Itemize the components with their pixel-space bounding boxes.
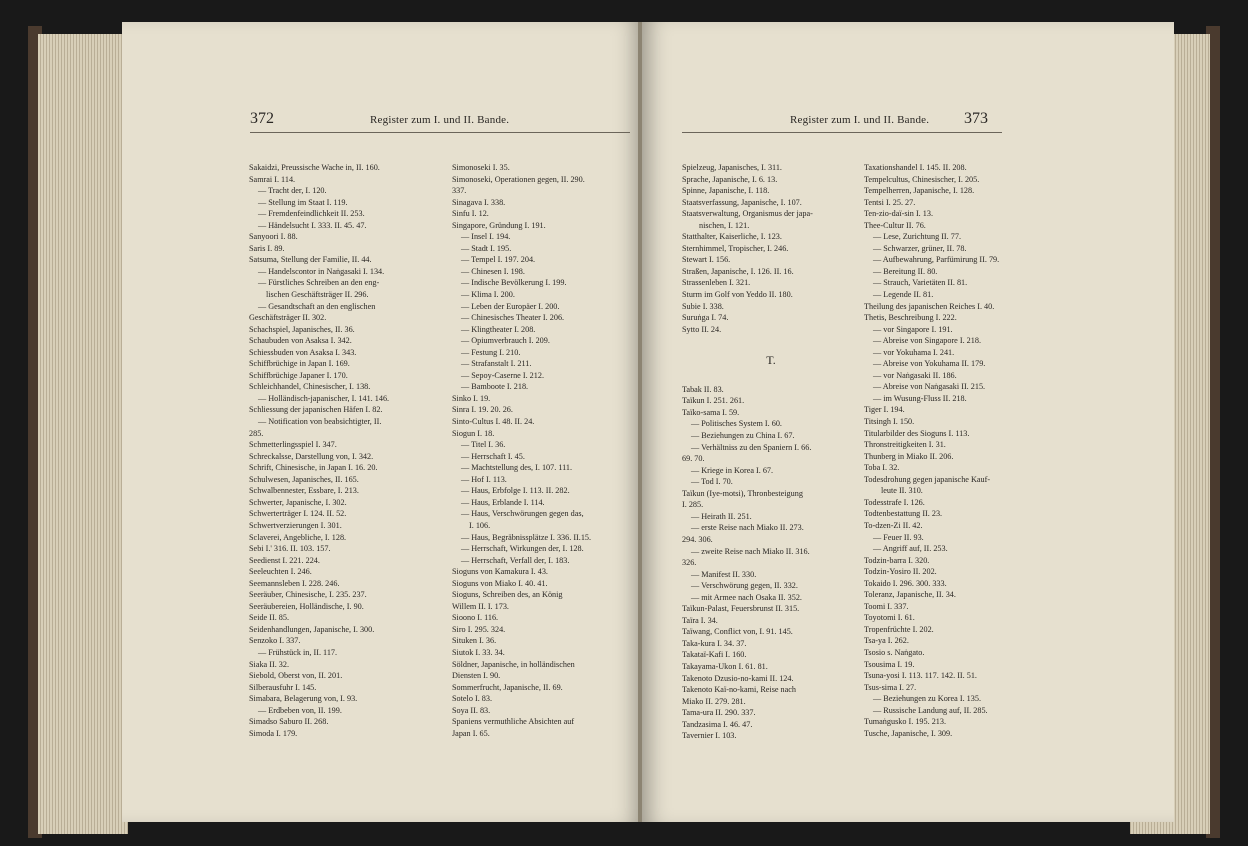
index-entry: Sanyoori I. 88.	[249, 232, 298, 242]
index-entry: Siebold, Oberst von, II. 201.	[249, 671, 343, 681]
index-entry: Tentsi I. 25. 27.	[864, 197, 916, 207]
index-entry: Sommerfrucht, Japanische, II. 69.	[452, 682, 563, 692]
index-entry: Tropenfrüchte I. 202.	[864, 624, 934, 634]
index-entry: Seeräubereien, Holländische, I. 90.	[249, 601, 364, 611]
index-entry: Tempelcultus, Chinesischer, I. 205.	[864, 174, 980, 184]
index-entry: Taïkun-Palast, Feuersbrunst II. 315.	[682, 604, 800, 614]
index-entry: Taïra I. 34.	[682, 615, 718, 625]
section-letter: T.	[766, 352, 776, 367]
index-entry: Saris I. 89.	[249, 243, 285, 253]
index-entry: Seeleuchten I. 246.	[249, 567, 312, 577]
index-entry: Schrift, Chinesische, in Japan I. 16. 20.	[249, 463, 378, 473]
index-entry: Takenoto Kaï-no-kami, Reise nach	[682, 685, 797, 695]
index-entry: Tsa-ya I. 262.	[864, 636, 909, 646]
index-entry: Tempelherren, Japanische, I. 128.	[864, 186, 975, 196]
index-entry: Takenoto Dzusio-no-kami II. 124.	[682, 673, 794, 683]
index-entry: — Festung I. 210.	[461, 347, 521, 357]
index-entry: Sinra I. 19. 20. 26.	[452, 405, 513, 415]
index-entry: Tusche, Japanische, I. 309.	[864, 728, 953, 738]
index-entry: Schiffbrüchige in Japan I. 169.	[249, 359, 350, 369]
index-entry: Toba I. 32.	[864, 463, 900, 473]
index-entry: — Legende II. 81.	[873, 290, 934, 300]
index-entry: Tama-ura II. 290. 337.	[682, 708, 756, 718]
index-entry: Taïkun (Iye-motsi), Thronbesteigung	[682, 488, 803, 498]
index-entry: 69. 70.	[682, 454, 705, 464]
index-entry: 285.	[249, 428, 264, 438]
index-entry: Toleranz, Japanische, II. 34.	[864, 590, 956, 600]
index-entry: — Verschwörung gegen, II. 332.	[691, 581, 798, 591]
index-entry: Schachspiel, Japanisches, II. 36.	[249, 324, 355, 334]
index-entry: Sclaverei, Angebliche, I. 128.	[249, 532, 347, 542]
index-entry: Toomi I. 337.	[864, 601, 909, 611]
index-entry: Schleichhandel, Chinesischer, I. 138.	[249, 382, 371, 392]
page-edges-left	[38, 34, 128, 834]
index-entry: Straßen, Japanische, I. 126. II. 16.	[682, 266, 794, 276]
index-entry: nischen, I. 121.	[699, 220, 750, 230]
index-entry: Simonoseki I. 35.	[452, 163, 510, 172]
index-entry: Taxationshandel I. 145. II. 208.	[864, 163, 967, 172]
index-entry: — Haus, Verschwörungen gegen das,	[461, 509, 584, 519]
index-entry: Spaniens vermuthliche Absichten auf	[452, 717, 575, 727]
index-entry: Sakaidzi, Preussische Wache in, II. 160.	[249, 163, 380, 172]
index-entry: — Gesandtschaft an den englischen	[258, 301, 376, 311]
index-entry: Siaka II. 32.	[249, 659, 290, 669]
index-entry: Sinto-Cultus I. 48. II. 24.	[452, 417, 535, 427]
index-entry: Schiessbuden von Asaksa I. 343.	[249, 347, 357, 357]
index-entry: Taïwang, Conflict von, I. 91. 145.	[682, 627, 793, 637]
index-entry	[682, 372, 860, 384]
index-entry: Sinko I. 19.	[452, 393, 491, 403]
index-entry: — Schwarzer, grüner, II. 78.	[873, 243, 967, 253]
index-entry: Sioguns von Miako I. 40. 41.	[452, 578, 548, 588]
index-entry: — Tod I. 70.	[691, 477, 733, 487]
index-entry: Titularbilder des Sioguns I. 113.	[864, 428, 970, 438]
index-entry: Sytto II. 24.	[682, 324, 722, 334]
index-entry: Schwerterträger I. 124. II. 52.	[249, 509, 347, 519]
index-entry: Takayama-Ukon I. 61. 81.	[682, 661, 768, 671]
index-entry: — Hof I. 113.	[461, 474, 507, 484]
index-entry: Schmetterlingsspiel I. 347.	[249, 440, 337, 450]
index-entry: Simonoseki, Operationen gegen, II. 290.	[452, 174, 585, 184]
index-entry: Schwerter, Japanische, I. 302.	[249, 497, 347, 507]
index-entry: Todtenbestattung II. 23.	[864, 509, 943, 519]
index-entry: — Aufbewahrung, Parfümirung II. 79.	[873, 255, 1000, 265]
index-entry: Spielzeug, Japanisches, I. 311.	[682, 163, 782, 172]
index-entry: 337.	[452, 186, 467, 196]
index-entry: Takataï-Kafi I. 160.	[682, 650, 747, 660]
index-entry: — Chinesisches Theater I. 206.	[461, 313, 565, 323]
index-entry: lischen Geschäftsträger II. 296.	[266, 290, 369, 300]
index-entry: — Holländisch-japanischer, I. 141. 146.	[258, 393, 390, 403]
index-entry: Soya II. 83.	[452, 705, 491, 715]
index-entry: Siro I. 295. 324.	[452, 624, 506, 634]
index-entry: I. 106.	[469, 520, 491, 530]
index-entry: — Lese, Zurichtung II. 77.	[873, 232, 961, 242]
index-entry: — Abreise von Yokuhama II. 179.	[873, 359, 986, 369]
index-entry: — Strauch, Varietäten II. 81.	[873, 278, 968, 288]
index-entry: — im Wusung-Fluss II. 218.	[873, 393, 967, 403]
index-entry: Taka-kura I. 34. 37.	[682, 638, 747, 648]
index-entry: Tavernier I. 103.	[682, 731, 737, 741]
index-entry: Singapore, Gründung I. 191.	[452, 220, 546, 230]
index-entry: Simoda I. 179.	[249, 728, 298, 738]
index-entry: — Haus, Erblande I. 114.	[461, 497, 545, 507]
index-entry: — Beziehungen zu Korea I. 135.	[873, 694, 981, 704]
index-entry: Schliessung der japanischen Häfen I. 82.	[249, 405, 383, 415]
index-entry: — Feuer II. 93.	[873, 532, 924, 542]
index-entry: — Heirath II. 251.	[691, 511, 752, 521]
index-entry: Silberausfuhr I. 145.	[249, 682, 317, 692]
index-column-right-1	[682, 162, 860, 742]
header-rule-right	[682, 132, 1002, 133]
index-entry: — Fürstliches Schreiben an den eng-	[258, 278, 380, 288]
index-entry: Tumaṅgusko I. 195. 213.	[864, 717, 947, 727]
index-entry: Thee-Cultur II. 76.	[864, 220, 926, 230]
index-entry: — Machtstellung des, I. 107. 111.	[461, 463, 573, 473]
index-entry: — Sepoy-Caserne I. 212.	[461, 370, 544, 380]
index-entry: Thetis, Beschreibung I. 222.	[864, 313, 957, 323]
index-entry: Spinne, Japanische, I. 118.	[682, 186, 770, 196]
index-entry: Thronstreitigkeiten I. 31.	[864, 440, 946, 450]
page-number-right: 373	[964, 110, 988, 127]
index-entry: Taïko-sama I. 59.	[682, 407, 740, 417]
index-entry: Seide II. 85.	[249, 613, 290, 623]
index-entry: Schiffbrüchige Japaner I. 170.	[249, 370, 348, 380]
index-entry: Toyotomi I. 61.	[864, 613, 915, 623]
index-entry: — Herrschaft I. 45.	[461, 451, 525, 461]
index-entry: — Haus, Begräbnissplätze I. 336. II.15.	[461, 532, 592, 542]
index-entry: Schwalbennester, Essbare, I. 213.	[249, 486, 359, 496]
index-column-left-2	[452, 162, 642, 739]
index-entry: Sinfu I. 12.	[452, 209, 489, 219]
index-entry: — Angriff auf, II. 253.	[873, 544, 948, 554]
index-entry: Seidenhandlungen, Japanische, I. 300.	[249, 624, 375, 634]
index-entry: Tabak II. 83.	[682, 384, 724, 394]
index-entry: — Handelscontor in Naṅgasaki I. 134.	[258, 266, 385, 276]
index-entry: — erste Reise nach Miako II. 273.	[691, 523, 804, 533]
index-entry: Stewart I. 156.	[682, 255, 731, 265]
index-entry: Schreckalsse, Darstellung von, I. 342.	[249, 451, 374, 461]
index-entry: — Notification von beabsichtigter, II.	[258, 417, 382, 427]
index-entry: — Fremdenfeindlichkeit II. 253.	[258, 209, 365, 219]
index-entry: Tsousima I. 19.	[864, 659, 915, 669]
index-entry: Schaubuden von Asaksa I. 342.	[249, 336, 352, 346]
index-entry: Sotelo I. 83.	[452, 694, 493, 704]
index-entry: Tsuna-yosi I. 113. 117. 142. II. 51.	[864, 671, 977, 681]
index-entry: Sioono I. 116.	[452, 613, 499, 623]
index-entry: Taïkun I. 251. 261.	[682, 396, 745, 406]
index-entry: Sinagava I. 338.	[452, 197, 506, 207]
index-entry: — Klima I. 200.	[461, 290, 515, 300]
index-entry: — Manifest II. 330.	[691, 569, 757, 579]
index-entry: — Tracht der, I. 120.	[258, 186, 327, 196]
index-entry: Sturm im Golf von Yeddo II. 180.	[682, 290, 793, 300]
index-entry: Tiger I. 194.	[864, 405, 905, 415]
index-entry: Staatsverwaltung, Organismus der japa-	[682, 209, 813, 219]
index-entry: Samrai I. 114.	[249, 174, 296, 184]
index-entry: — Leben der Europäer I. 200.	[461, 301, 560, 311]
index-entry: Seeräuber, Chinesische, I. 235. 237.	[249, 590, 367, 600]
index-entry: Japan I. 65.	[452, 728, 490, 738]
index-entry: Siogun I. 18.	[452, 428, 495, 438]
index-entry: — vor Singapore I. 191.	[873, 324, 953, 334]
index-entry: — Herrschaft, Verfall der, I. 183.	[461, 555, 570, 565]
index-entry: Geschäftsträger II. 302.	[249, 313, 327, 323]
index-entry: Todesdrohung gegen japanische Kauf-	[864, 474, 991, 484]
index-column-right-2	[864, 162, 1054, 739]
index-entry: Todzin-barra I. 320.	[864, 555, 930, 565]
index-entry: — Tempel I. 197. 204.	[461, 255, 536, 265]
index-entry: Seedienst I. 221. 224.	[249, 555, 320, 565]
page-number-left: 372	[250, 110, 274, 127]
index-entry: Willem II. I. 173.	[452, 601, 509, 611]
index-entry: — Abreise von Singapore I. 218.	[873, 336, 982, 346]
index-entry: Miako II. 279. 281.	[682, 696, 746, 706]
index-entry: — Verhältniss zu den Spaniern I. 66.	[691, 442, 812, 452]
index-entry: Ten-zio-daï-sin I. 13.	[864, 209, 933, 219]
index-entry: Tokaido I. 296. 300. 333.	[864, 578, 947, 588]
index-entry: Tsosio s. Naṅgato.	[864, 647, 925, 657]
index-column-left-1	[249, 162, 437, 739]
index-entry: Thunberg in Miako II. 206.	[864, 451, 954, 461]
index-entry: — vor Naṅgasaki II. 186.	[873, 370, 957, 380]
index-entry: Simadso Saburo II. 268.	[249, 717, 329, 727]
index-entry: — Händelsucht I. 333. II. 45. 47.	[258, 220, 367, 230]
index-entry: — Titel I. 36.	[461, 440, 506, 450]
index-entry: Sioguns, Schreiben des, an König	[452, 590, 563, 600]
index-entry: — Haus, Erbfolge I. 113. II. 282.	[461, 486, 570, 496]
index-entry: Titsingh I. 150.	[864, 417, 915, 427]
index-entry: Todesstrafe I. 126.	[864, 497, 925, 507]
index-entry: Theilung des japanischen Reiches I. 40.	[864, 301, 995, 311]
index-entry: Todzin-Yosiro II. 202.	[864, 567, 937, 577]
left-page	[122, 22, 642, 822]
index-entry: Sebi I.' 316. II. 103. 157.	[249, 544, 331, 554]
index-entry: Tsus-sima I. 27.	[864, 682, 917, 692]
index-entry: — Bereitung II. 80.	[873, 266, 938, 276]
index-entry: — Strafanstalt I. 211.	[461, 359, 532, 369]
index-entry: I. 285.	[682, 500, 704, 510]
index-entry: Satsuma, Stellung der Familie, II. 44.	[249, 255, 372, 265]
index-entry: — Russische Landung auf, II. 285.	[873, 705, 988, 715]
index-entry: Simabara, Belagerung von, I. 93.	[249, 694, 358, 704]
index-entry: — Klingtheater I. 208.	[461, 324, 536, 334]
index-entry: To-dzen-Zi II. 42.	[864, 520, 923, 530]
index-entry	[682, 335, 860, 347]
right-page	[642, 22, 1174, 822]
index-entry: — Politisches System I. 60.	[691, 419, 782, 429]
index-entry: — Abreise von Naṅgasaki II. 215.	[873, 382, 986, 392]
index-entry: Staatsverfassung, Japanische, I. 107.	[682, 197, 802, 207]
index-entry: Suruṅga I. 74.	[682, 313, 729, 323]
index-entry: Seemannsleben I. 228. 246.	[249, 578, 340, 588]
index-entry: 294. 306.	[682, 534, 713, 544]
index-entry: — Herrschaft, Wirkungen der, I. 128.	[461, 544, 584, 554]
index-entry: Statthalter, Kaiserliche, I. 123.	[682, 232, 782, 242]
index-entry: — Beziehungen zu China I. 67.	[691, 431, 795, 441]
running-head-right: Register zum I. und II. Bande.	[790, 114, 930, 126]
index-entry: 326.	[682, 558, 697, 568]
index-entry: Diensten I. 90.	[452, 671, 501, 681]
index-entry: Siutok I. 33. 34.	[452, 647, 505, 657]
index-entry: Schulwesen, Japanisches, II. 165.	[249, 474, 359, 484]
index-entry: Tandzasima I. 46. 47.	[682, 719, 753, 729]
index-entry: Senzoko I. 337.	[249, 636, 301, 646]
index-entry: — Opiumverbrauch I. 209.	[461, 336, 550, 346]
index-entry: — Stadt I. 195.	[461, 243, 512, 253]
index-entry: — Stellung im Staat I. 119.	[258, 197, 348, 207]
index-entry: Söldner, Japanische, in holländischen	[452, 659, 575, 669]
index-entry: — Indische Bevölkerung I. 199.	[461, 278, 567, 288]
index-entry: — vor Yokuhama I. 241.	[873, 347, 955, 357]
index-entry: — zweite Reise nach Miako II. 316.	[691, 546, 810, 556]
index-entry: — Erdbeben von, II. 199.	[258, 705, 342, 715]
index-entry: Sioguns von Kamakura I. 43.	[452, 567, 548, 577]
header-rule-left	[250, 132, 630, 133]
index-entry: Strassenleben I. 321.	[682, 278, 751, 288]
index-entry: Sprache, Japanische, I. 6. 13.	[682, 174, 778, 184]
index-entry: Sternhimmel, Tropischer, I. 246.	[682, 243, 789, 253]
index-entry: — Chinesen I. 198.	[461, 266, 525, 276]
running-head-left: Register zum I. und II. Bande.	[370, 114, 510, 126]
index-entry: — Bamboote I. 218.	[461, 382, 529, 392]
index-entry: Subie I. 338.	[682, 301, 724, 311]
index-entry: — Frühstück in, II. 117.	[258, 647, 338, 657]
index-entry: — mit Armee nach Osaka II. 352.	[691, 592, 802, 602]
index-entry: — Insel I. 194.	[461, 232, 511, 242]
index-entry: leute II. 310.	[881, 486, 923, 496]
index-entry: Situken I. 36.	[452, 636, 497, 646]
index-entry: Schwertverzierungen I. 301.	[249, 520, 342, 530]
index-entry: — Kriege in Korea I. 67.	[691, 465, 774, 475]
